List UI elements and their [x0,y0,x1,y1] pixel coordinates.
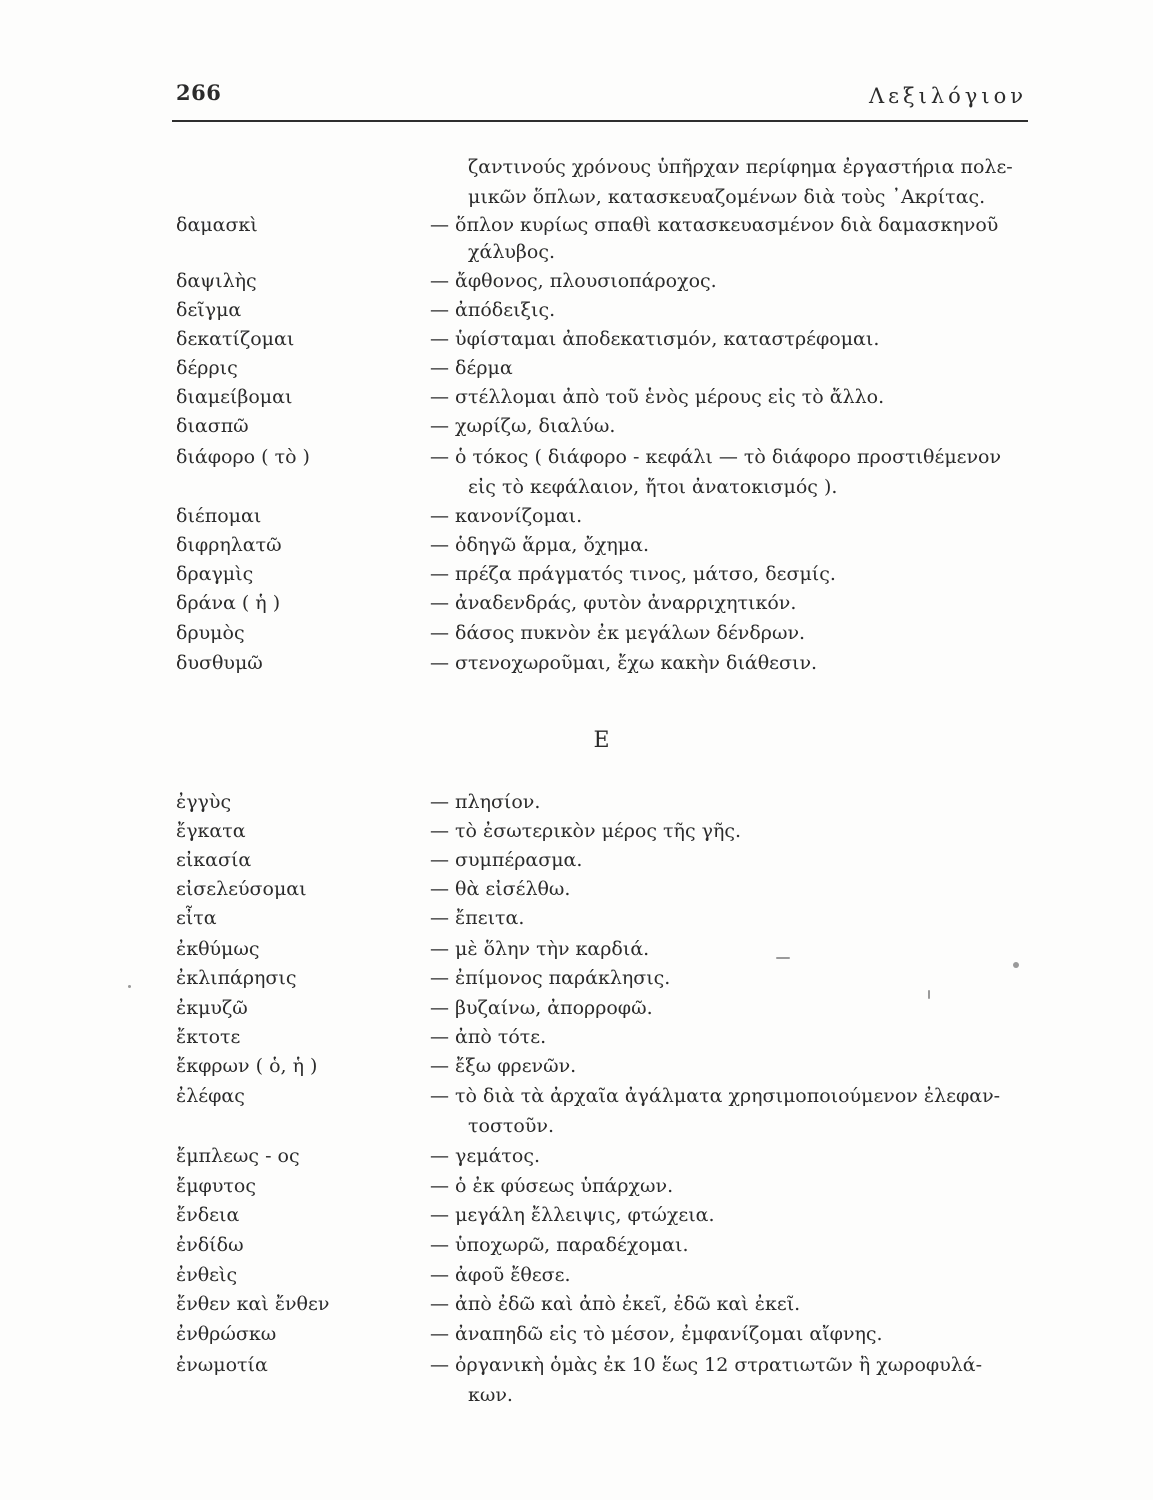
definition: — πλησίον. [430,791,541,813]
definition: — πρέζα πράγματός τινος, μάτσο, δεσμίς. [430,563,836,585]
lemma: δαψιλὴς [176,270,257,292]
lemma: δραγμὶς [176,563,254,585]
definition-continuation: χάλυβος. [468,241,556,263]
lemma: ἐκλιπάρησις [176,967,297,989]
lemma: διασπῶ [176,415,249,437]
definition: — τὸ ἐσωτερικὸν μέρος τῆς γῆς. [430,820,742,842]
lemma: ἐνδίδω [176,1234,244,1256]
lemma: ἐνθρώσκω [176,1323,277,1345]
definition: — κανονίζομαι. [430,505,583,527]
definition: — ὁ ἐκ φύσεως ὑπάρχων. [430,1175,674,1197]
lemma: ἔγκατα [176,820,246,842]
definition: — ὀργανικὴ ὁμὰς ἐκ 10 ἕως 12 στρατιωτῶν ἢ χωροφυλά- [430,1354,983,1376]
definition: — ὑφίσταμαι ἀποδεκατισμόν, καταστρέφομαι. [430,328,880,350]
definition: — ἀπόδειξις. [430,299,556,321]
definition-continuation: τοστοῦν. [468,1115,555,1137]
lemma: ἐνθεὶς [176,1264,238,1286]
definition: — ὑποχωρῶ, παραδέχομαι. [430,1234,689,1256]
lemma: ἐγγὺς [176,791,232,813]
lemma: ἔκφρων ( ὁ, ἡ ) [176,1055,318,1077]
definition: — τὸ διὰ τὰ ἀρχαῖα ἀγάλματα χρησιμοποιούμενον ἐλεφαν- [430,1085,1001,1107]
lemma: ἔνθεν καὶ ἔνθεν [176,1293,330,1315]
lemma: ἔμπλεως - ος [176,1145,300,1167]
definition: — ἔπειτα. [430,907,525,929]
lemma: δυσθυμῶ [176,652,263,674]
definition: — δάσος πυκνὸν ἐκ μεγάλων δένδρων. [430,622,806,644]
lemma: δρυμὸς [176,622,245,644]
lemma: δεῖγμα [176,299,242,321]
definition: — δέρμα [430,357,513,379]
lemma: ἔκτοτε [176,1026,241,1048]
intro-line: ζαντινούς χρόνους ὑπῆρχαν περίφημα ἐργαστήρια πολε- [468,156,1013,178]
definition: — ἀναπηδῶ εἰς τὸ μέσον, ἐμφανίζομαι αἴφνης. [430,1323,883,1345]
lemma: διφρηλατῶ [176,534,282,556]
definition: — ἀφοῦ ἔθεσε. [430,1264,571,1286]
lemma: διαμείβομαι [176,386,293,408]
intro-line: μικῶν ὅπλων, κατασκευαζομένων διὰ τοὺς ᾿Ακρίτας. [468,186,986,208]
lemma: δέρρις [176,357,238,379]
definition: — ἀπὸ ἐδῶ καὶ ἀπὸ ἐκεῖ, ἐδῶ καὶ ἐκεῖ. [430,1293,801,1315]
definition-continuation: κων. [468,1384,513,1406]
scan-speck [1013,962,1019,968]
section-letter: Ε [593,728,610,753]
definition: — στενοχωροῦμαι, ἔχω κακὴν διάθεσιν. [430,652,818,674]
definition: — μεγάλη ἔλλειψις, φτώχεια. [430,1204,715,1226]
definition-continuation: εἰς τὸ κεφάλαιον, ἤτοι ἀνατοκισμός ). [468,476,838,498]
lemma: διέπομαι [176,505,262,527]
definition: — ἀναδενδράς, φυτὸν ἀναρριχητικόν. [430,592,797,614]
definition: — γεμάτος. [430,1145,541,1167]
definition: — ὅπλον κυρίως σπαθὶ κατασκευασμένον διὰ δαμασκηνοῦ [430,214,999,236]
running-title: Λεξιλόγιον [869,84,1027,108]
scan-speck [928,990,930,999]
lemma: δράνα ( ἡ ) [176,592,281,614]
definition: — ἔξω φρενῶν. [430,1055,577,1077]
definition: — ἄφθονος, πλουσιοπάροχος. [430,270,717,292]
lemma: ἔνδεια [176,1204,240,1226]
scan-speck [776,957,790,959]
lemma: ἐλέφας [176,1085,245,1107]
definition: — ἐπίμονος παράκλησις. [430,967,671,989]
definition: — στέλλομαι ἀπὸ τοῦ ἑνὸς μέρους εἰς τὸ ἄλλο. [430,386,885,408]
definition: — χωρίζω, διαλύω. [430,415,616,437]
definition: — θὰ εἰσέλθω. [430,878,571,900]
lemma: ἐκμυζῶ [176,997,248,1019]
page-number: 266 [176,80,222,105]
lemma: εἰκασία [176,849,252,871]
definition: — ὁδηγῶ ἅρμα, ὄχημα. [430,534,650,556]
lemma: ἐνωμοτία [176,1354,268,1376]
lemma: δαμασκὶ [176,214,258,236]
lemma: ἐκθύμως [176,938,260,960]
lemma: εἰσελεύσομαι [176,878,307,900]
header-rule [172,120,1028,122]
lemma: εἶτα [176,907,217,929]
definition: — ὁ τόκος ( διάφορο - κεφάλι — τὸ διάφορο προστιθέμενον [430,446,1002,468]
definition: — μὲ ὅλην τὴν καρδιά. [430,938,650,960]
lemma: δεκατίζομαι [176,328,295,350]
lemma: ἔμφυτος [176,1175,256,1197]
definition: — συμπέρασμα. [430,849,583,871]
definition: — ἀπὸ τότε. [430,1026,547,1048]
lemma: διάφορο ( τὸ ) [176,446,310,468]
definition: — βυζαίνω, ἀπορροφῶ. [430,997,653,1019]
scan-speck [128,985,131,988]
